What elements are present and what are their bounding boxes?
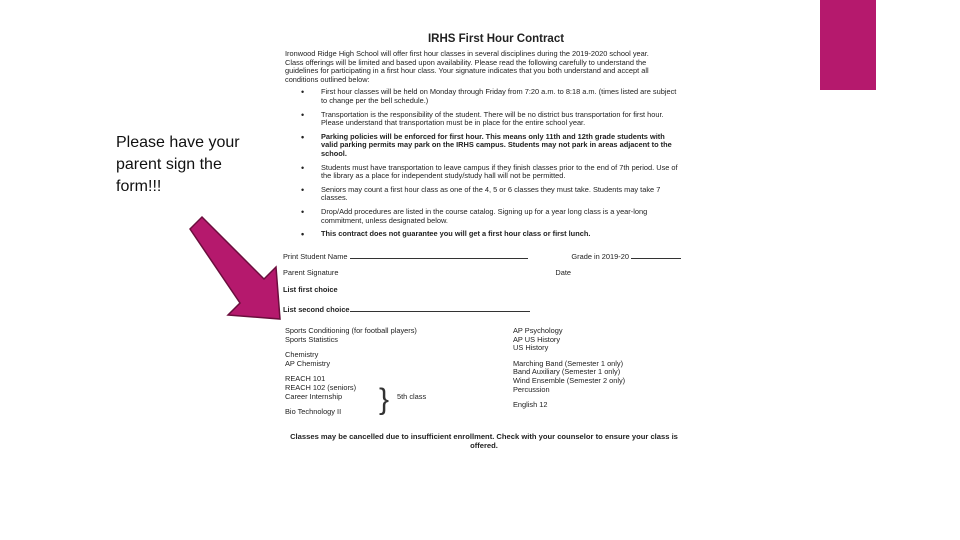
second-choice-label: List second choice <box>283 305 350 315</box>
first-choice-field[interactable] <box>283 286 685 295</box>
course-group <box>513 360 683 394</box>
course-item: Band Auxiliary (Semester 1 only) <box>513 367 621 377</box>
course-list <box>283 327 685 423</box>
guideline-item: • First hour classes will be held on Monday through Friday from 7:20 a.m. to 8:18 a.m. (times listed are subject to change per the bell schedule.) <box>283 88 681 105</box>
date-field[interactable]: Date <box>555 268 571 278</box>
course-item: Wind Ensemble (Semester 2 only) <box>513 376 626 386</box>
course-item: US History <box>513 343 549 353</box>
parent-row <box>283 269 681 278</box>
brace-note: 5th class <box>397 392 427 402</box>
student-name-field[interactable] <box>283 251 528 262</box>
contract-document <box>283 18 685 502</box>
grade-field[interactable] <box>571 251 681 262</box>
guideline-item: • Students must have transportation to leave campus if they finish classes prior to the end of 7th period. Use of the library as a place for independent study/study hall will not be permitted. <box>283 164 681 181</box>
guideline-item: • Seniors may count a first hour class as one of the 4, 5 or 6 classes they must take. Students may take 7 classes. <box>283 186 681 203</box>
course-item: Sports Conditioning (for football players) <box>285 326 417 336</box>
arrow-down-right-icon <box>180 215 290 325</box>
course-item: REACH 102 (seniors) <box>285 383 357 393</box>
course-item: Chemistry <box>285 350 319 360</box>
guideline-item: • Drop/Add procedures are listed in the course catalog. Signing up for a year long class is a year-long commitment, unless designated below. <box>283 208 681 225</box>
parent-signature-field[interactable]: Parent Signature <box>283 268 339 278</box>
student-name-label: Print Student Name <box>283 251 348 261</box>
course-item: Percussion <box>513 384 550 394</box>
course-item: English 12 <box>513 400 548 410</box>
second-choice-field[interactable] <box>283 304 685 315</box>
course-item: AP Chemistry <box>285 358 331 368</box>
course-group <box>285 327 485 344</box>
course-group <box>513 401 683 410</box>
course-item: Marching Band (Semester 1 only) <box>513 358 624 368</box>
course-item: Career Internship <box>285 391 343 401</box>
accent-bar <box>820 0 876 90</box>
slide-caption: Please have your parent sign the form!!! <box>116 134 240 195</box>
guideline-item: • This contract does not guarantee you will get a first hour class or first lunch. <box>283 230 681 239</box>
brace-icon: } <box>379 383 390 417</box>
guideline-list <box>283 88 685 238</box>
student-row <box>283 251 681 262</box>
contract-title: IRHS First Hour Contract <box>427 33 565 45</box>
course-group <box>285 351 485 368</box>
contract-intro: Ironwood Ridge High School will offer first hour classes in several disciplines during the 2019-2020 school year. Class offerings will be limited and based upon availability. Please read the following carefully to understand the guidelines for participating in a first hour class. Your signature indicates that you both understand and accept all conditions outlined below: <box>285 49 649 84</box>
course-column-left <box>285 327 485 424</box>
course-column-right <box>513 327 683 417</box>
course-item: AP US History <box>513 334 561 344</box>
course-item: Sports Statistics <box>285 334 338 344</box>
course-item: Bio Technology II <box>285 407 342 417</box>
guideline-item: • Transportation is the responsibility of the student. There will be no district bus transportation for first hour. Please understand that transportation must be in place for the entire school year. <box>283 111 681 128</box>
signature-fields <box>283 251 685 315</box>
course-group <box>513 327 683 353</box>
first-choice-label: List first choice <box>283 284 338 294</box>
enrollment-note: Classes may be cancelled due to insufficient enrollment. Check with your counselor to ensure your class is offered. <box>290 432 678 450</box>
grade-label: Grade in 2019-20 <box>571 251 629 261</box>
guideline-item: • Parking policies will be enforced for first hour. This means only 11th and 12th grade students with valid parking permits may park on the IRHS campus. Students may not park in areas adjacent to the school. <box>283 133 681 159</box>
course-item: REACH 101 <box>285 374 326 384</box>
course-item: AP Psychology <box>513 326 563 336</box>
